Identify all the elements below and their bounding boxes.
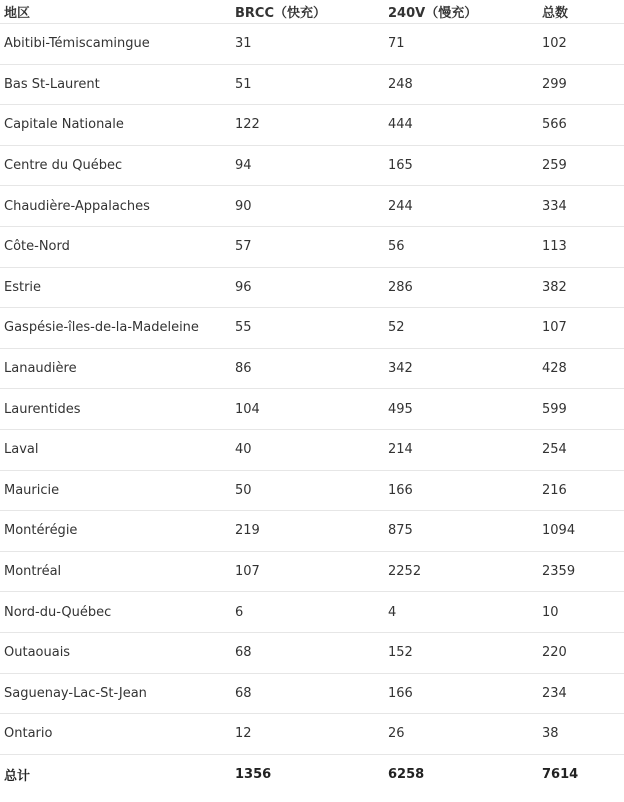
- table-row: [0, 268, 624, 309]
- cell-region: Nord-du-Québec: [4, 604, 112, 620]
- table-body: [0, 24, 624, 755]
- table-row: [0, 430, 624, 471]
- cell-240v: 4: [388, 604, 397, 620]
- cell-region: Côte-Nord: [4, 239, 70, 255]
- header-region: 地区: [4, 6, 31, 21]
- table-row: [0, 105, 624, 146]
- cell-total: 38: [542, 726, 559, 742]
- cell-brcc: 55: [235, 320, 252, 336]
- table-row: [0, 24, 624, 65]
- table-row: [0, 308, 624, 349]
- cell-240v: 248: [388, 76, 413, 92]
- table-row: [0, 65, 624, 106]
- cell-brcc: 50: [235, 482, 252, 498]
- cell-brcc: 219: [235, 523, 260, 539]
- cell-total: 102: [542, 36, 567, 52]
- table-row: [0, 592, 624, 633]
- cell-total: 2359: [542, 564, 576, 580]
- cell-brcc: 86: [235, 361, 252, 377]
- table-totals-row: [0, 755, 624, 795]
- cell-240v: 214: [388, 442, 413, 458]
- cell-total: 113: [542, 239, 567, 255]
- cell-region: Centre du Québec: [4, 158, 123, 174]
- cell-total: 428: [542, 361, 567, 377]
- cell-region: Laval: [4, 442, 39, 458]
- cell-brcc: 51: [235, 76, 252, 92]
- cell-region: Saguenay-Lac-St-Jean: [4, 685, 147, 701]
- cell-brcc: 96: [235, 279, 252, 295]
- cell-total: 334: [542, 198, 567, 214]
- cell-total: 216: [542, 482, 567, 498]
- cell-240v: 165: [388, 158, 413, 174]
- cell-brcc: 57: [235, 239, 252, 255]
- cell-region: Capitale Nationale: [4, 117, 124, 133]
- cell-total: 299: [542, 76, 567, 92]
- cell-240v: 26: [388, 726, 405, 742]
- cell-240v: 71: [388, 36, 405, 52]
- cell-240v: 56: [388, 239, 405, 255]
- cell-brcc: 68: [235, 685, 252, 701]
- table-row: [0, 633, 624, 674]
- header-brcc-fast-charge: BRCC（快充）: [235, 6, 327, 21]
- cell-total: 382: [542, 279, 567, 295]
- cell-region: Outaouais: [4, 645, 71, 661]
- cell-total: 599: [542, 401, 567, 417]
- cell-brcc: 104: [235, 401, 260, 417]
- cell-240v: 342: [388, 361, 413, 377]
- table-row: [0, 186, 624, 227]
- cell-region: Mauricie: [4, 482, 60, 498]
- table-row: [0, 389, 624, 430]
- cell-total: 107: [542, 320, 567, 336]
- table-row: [0, 714, 624, 755]
- cell-region: Abitibi-Témiscamingue: [4, 36, 150, 52]
- cell-region: Montérégie: [4, 523, 78, 539]
- cell-total: 259: [542, 158, 567, 174]
- cell-region: Laurentides: [4, 401, 81, 417]
- cell-brcc: 6: [235, 604, 244, 620]
- table-row: [0, 227, 624, 268]
- cell-brcc: 12: [235, 726, 252, 742]
- cell-region: Bas St-Laurent: [4, 76, 100, 92]
- totals-240v: 6258: [388, 767, 425, 783]
- cell-region: Estrie: [4, 279, 42, 295]
- cell-total: 566: [542, 117, 567, 133]
- cell-total: 234: [542, 685, 567, 701]
- cell-total: 10: [542, 604, 559, 620]
- cell-brcc: 68: [235, 645, 252, 661]
- table-row: [0, 471, 624, 512]
- table-row: [0, 511, 624, 552]
- cell-brcc: 94: [235, 158, 252, 174]
- cell-region: Montréal: [4, 564, 62, 580]
- cell-240v: 244: [388, 198, 413, 214]
- totals-brcc: 1356: [235, 767, 272, 783]
- table-row: [0, 552, 624, 593]
- cell-240v: 875: [388, 523, 413, 539]
- cell-total: 1094: [542, 523, 576, 539]
- cell-brcc: 31: [235, 36, 252, 52]
- totals-label: 总计: [4, 769, 31, 785]
- cell-brcc: 107: [235, 564, 260, 580]
- header-total: 总数: [542, 6, 569, 21]
- cell-region: Ontario: [4, 726, 53, 742]
- table-row: [0, 146, 624, 187]
- header-240v-slow-charge: 240V（慢充）: [388, 6, 478, 21]
- cell-240v: 166: [388, 685, 413, 701]
- cell-240v: 286: [388, 279, 413, 295]
- cell-region: Gaspésie-îles-de-la-Madeleine: [4, 320, 199, 336]
- cell-240v: 166: [388, 482, 413, 498]
- cell-240v: 2252: [388, 564, 422, 580]
- cell-brcc: 40: [235, 442, 252, 458]
- cell-240v: 152: [388, 645, 413, 661]
- cell-region: Chaudière-Appalaches: [4, 198, 150, 214]
- table-row: [0, 349, 624, 390]
- cell-total: 220: [542, 645, 567, 661]
- cell-240v: 52: [388, 320, 405, 336]
- cell-brcc: 90: [235, 198, 252, 214]
- cell-240v: 444: [388, 117, 413, 133]
- cell-240v: 495: [388, 401, 413, 417]
- totals-total: 7614: [542, 767, 579, 783]
- table-row: [0, 674, 624, 715]
- cell-brcc: 122: [235, 117, 260, 133]
- cell-total: 254: [542, 442, 567, 458]
- table-header-row: [0, 0, 624, 24]
- cell-region: Lanaudière: [4, 361, 77, 377]
